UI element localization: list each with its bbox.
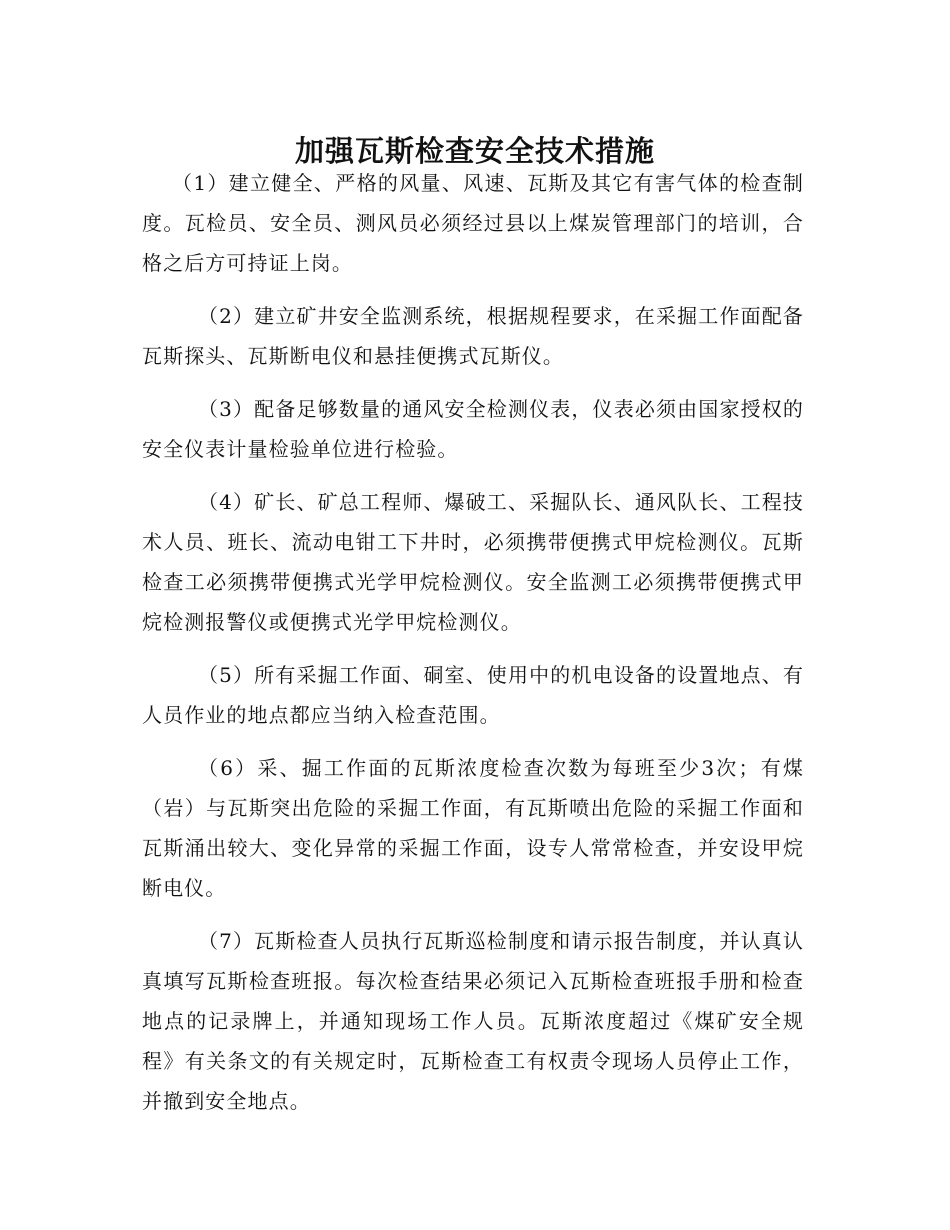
document-body: [142, 163, 804, 1134]
paragraph-1: （1）建立健全、严格的风量、风速、瓦斯及其它有害气体的检查制度。瓦检员、安全员、测风员必须经过县以上煤炭管理部门的培训，合格之后方可持证上岗。: [142, 171, 804, 275]
paragraph-3: （3）配备足够数量的通风安全检测仪表，仪表必须由国家授权的安全仪表计量检验单位进行检验。: [142, 397, 804, 461]
document-title: 加强瓦斯检查安全技术措施: [294, 134, 655, 169]
paragraph-5: （5）所有采掘工作面、硐室、使用中的机电设备的设置地点、有人员作业的地点都应当纳入检查范围。: [142, 663, 804, 727]
paragraph-7: （7）瓦斯检查人员执行瓦斯巡检制度和请示报告制度，并认真认真填写瓦斯检查班报。每次检查结果必须记入瓦斯检查班报手册和检查地点的记录牌上，并通知现场工作人员。瓦斯浓度超过《煤矿安全规程》有关条文的有关规定时，瓦斯检查工有权责令现场人员停止工作，并撤到安全地点。: [142, 929, 804, 1113]
paragraph-2: （2）建立矿井安全监测系统，根据规程要求，在采掘工作面配备瓦斯探头、瓦斯断电仪和悬挂便携式瓦斯仪。: [142, 304, 804, 368]
paragraph-6: （6）采、掘工作面的瓦斯浓度检查次数为每班至少3次；有煤（岩）与瓦斯突出危险的采掘工作面，有瓦斯喷出危险的采掘工作面和瓦斯涌出较大、变化异常的采掘工作面，设专人常常检查，并安设甲烷断电仪。: [142, 756, 804, 900]
paragraph-4: （4）矿长、矿总工程师、爆破工、采掘队长、通风队长、工程技术人员、班长、流动电钳工下井时，必须携带便携式甲烷检测仪。瓦斯检查工必须携带便携式光学甲烷检测仪。安全监测工必须携带便携式甲烷检测报警仪或便携式光学甲烷检测仪。: [142, 490, 804, 634]
